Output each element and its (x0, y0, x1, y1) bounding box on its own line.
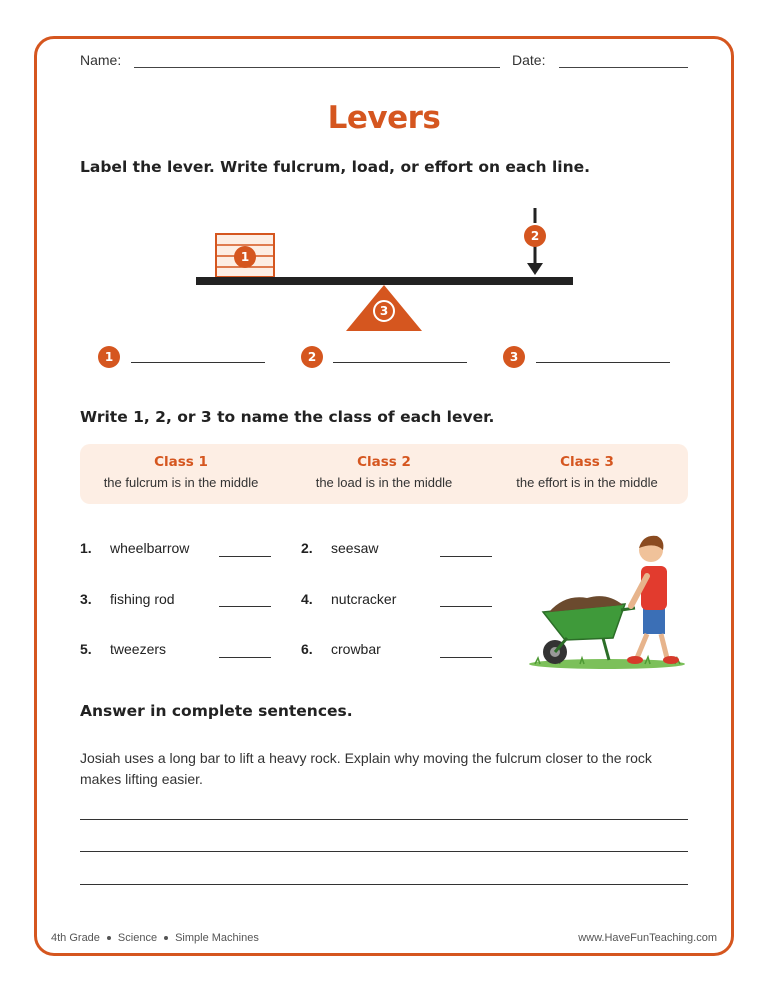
page-title: Levers (327, 100, 441, 136)
date-field-line[interactable] (559, 67, 688, 68)
question-3-answer-line[interactable] (219, 606, 271, 607)
footer-grade: 4th Grade (51, 932, 100, 944)
question-6-number: 6. (301, 641, 313, 657)
lever-diagram (0, 195, 768, 345)
question-5-answer-line[interactable] (219, 657, 271, 658)
question-3-text: fishing rod (110, 591, 175, 607)
writing-line-3[interactable] (80, 884, 688, 885)
answer-marker-3: 3 (503, 346, 525, 368)
question-5-number: 5. (80, 641, 92, 657)
class-3-card (486, 454, 688, 490)
class-1-desc: the fulcrum is in the middle (103, 475, 259, 490)
name-label: Name: (80, 52, 122, 68)
footer-separator (164, 936, 168, 940)
footer-subject: Science (117, 932, 158, 944)
question-2-answer-line[interactable] (440, 556, 492, 557)
class-2-desc: the load is in the middle (315, 475, 453, 490)
section2-heading: Write 1, 2, or 3 to name the class of each lever. (80, 408, 495, 426)
answer-line-2[interactable] (333, 362, 467, 363)
writing-line-2[interactable] (80, 851, 688, 852)
footer-tags (51, 932, 259, 944)
answer-marker-2: 2 (301, 346, 323, 368)
question-6-answer-line[interactable] (440, 657, 492, 658)
section3-heading: Answer in complete sentences. (80, 702, 353, 720)
question-2-number: 2. (301, 540, 313, 556)
class-2-name: Class 2 (357, 454, 411, 470)
answer-marker-1: 1 (98, 346, 120, 368)
question-3-number: 3. (80, 591, 92, 607)
question-4-text: nutcracker (331, 591, 397, 607)
class-3-name: Class 3 (560, 454, 614, 470)
question-5-text: tweezers (110, 641, 167, 657)
question-2-text: seesaw (331, 540, 379, 556)
question-1-answer-line[interactable] (219, 556, 271, 557)
effort-marker: 2 (524, 225, 546, 247)
footer-topic: Simple Machines (175, 932, 259, 944)
question-prompt: Josiah uses a long bar to lift a heavy rock. Explain why moving the fulcrum closer to the rock makes lifting easier. (80, 750, 652, 787)
writing-line-1[interactable] (80, 819, 688, 820)
section1-heading: Label the lever. Write fulcrum, load, or effort on each line. (80, 158, 591, 176)
answer-line-3[interactable] (536, 362, 670, 363)
class-1-card (80, 454, 282, 490)
lever-bar (196, 277, 573, 285)
date-label: Date: (512, 52, 546, 68)
boy-wheelbarrow-illustration (525, 530, 695, 675)
question-6-text: crowbar (331, 641, 381, 657)
answer-line-1[interactable] (131, 362, 265, 363)
question-4-number: 4. (301, 591, 313, 607)
class-1-name: Class 1 (154, 454, 208, 470)
load-marker: 1 (234, 246, 256, 268)
footer-separator (107, 936, 111, 940)
class-3-desc: the effort is in the middle (516, 475, 658, 490)
question-4-answer-line[interactable] (440, 606, 492, 607)
fulcrum-marker: 3 (373, 300, 395, 322)
question-1-text: wheelbarrow (110, 540, 190, 556)
footer-website[interactable]: www.HaveFunTeaching.com (578, 932, 717, 944)
lever-class-key (80, 444, 688, 504)
question-1-number: 1. (80, 540, 92, 556)
class-2-card (283, 454, 485, 490)
name-field-line[interactable] (134, 67, 500, 68)
